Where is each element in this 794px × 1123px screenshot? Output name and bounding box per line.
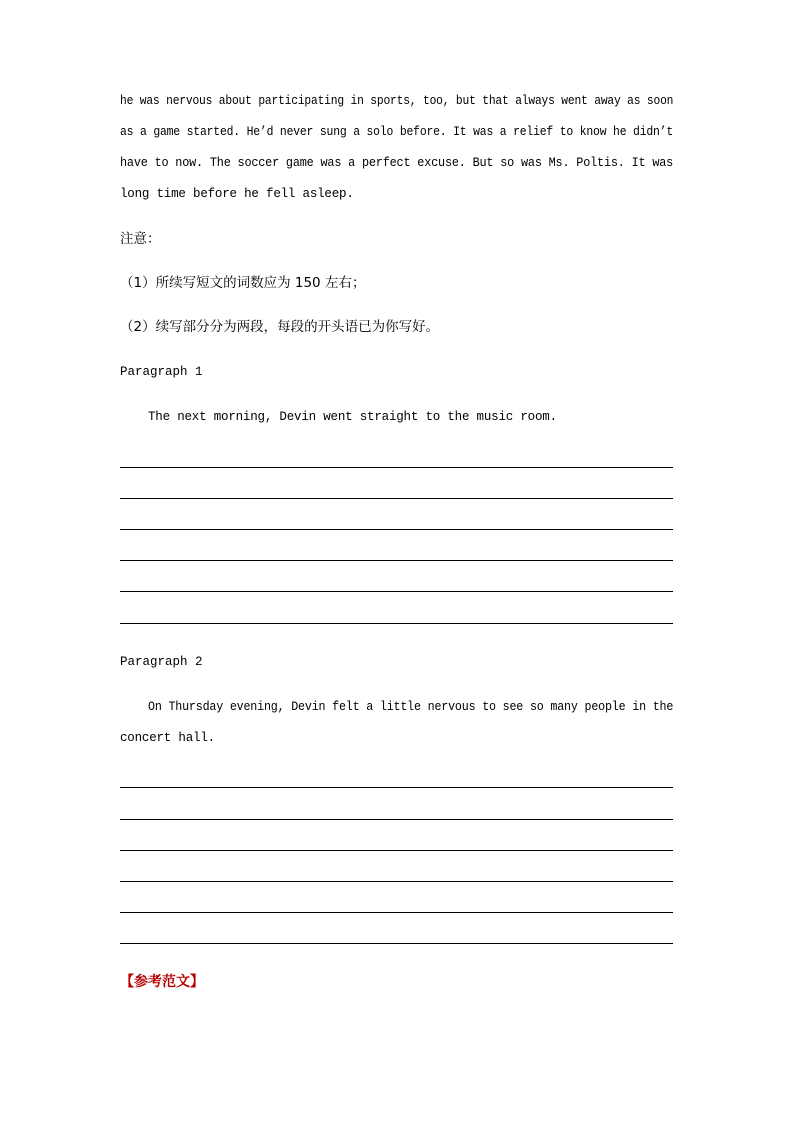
answer-line [120,943,673,944]
reference-essay-heading: 【参考范文】 [120,974,204,990]
paragraph-1-opening: The next morning, Devin went straight to the music room. [148,410,557,424]
passage-line-4: long time before he fell asleep. [120,187,354,201]
passage-line-1: he was nervous about participating in sports, too, but that always went away as soon [120,94,674,108]
answer-line [120,467,673,468]
paragraph-2-label: Paragraph 2 [120,655,203,669]
passage-line-2: as a game started. He’d never sung a solo before. It was a relief to know he didn’t [120,125,674,139]
answer-line [120,881,673,882]
notes-item-1: （1）所续写短文的词数应为 150 左右； [120,275,366,291]
answer-line [120,787,673,788]
paragraph-2-opening-line-2: concert hall. [120,731,215,745]
answer-line [120,912,673,913]
answer-line [120,623,673,624]
answer-line [120,529,673,530]
answer-line [120,819,673,820]
paragraph-2-opening-line-1: On Thursday evening, Devin felt a little nervous to see so many people in the [148,700,674,714]
answer-line [120,850,673,851]
notes-heading: 注意： [120,231,161,247]
paragraph-1-label: Paragraph 1 [120,365,203,379]
answer-line [120,591,673,592]
passage-line-3: have to now. The soccer game was a perfect excuse. But so was Ms. Poltis. It was [120,156,674,170]
answer-line [120,498,673,499]
answer-line [120,560,673,561]
notes-item-2: （2）续写部分分为两段，每段的开头语已为你写好。 [120,319,440,335]
